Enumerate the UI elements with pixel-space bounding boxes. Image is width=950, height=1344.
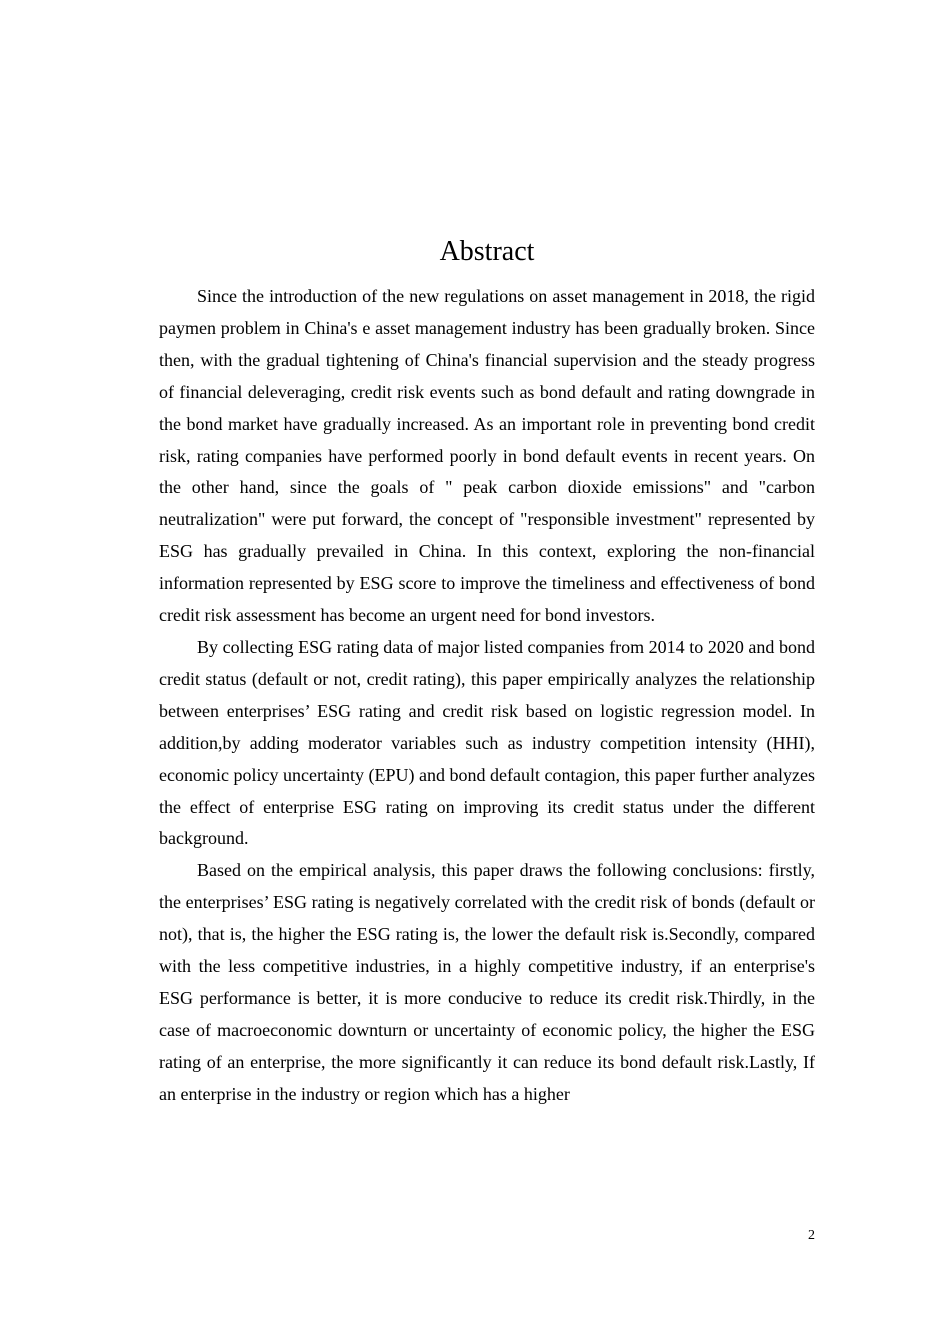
abstract-paragraph-3: Based on the empirical analysis, this paper draws the following conclusions: firstly, the enterprises’ ESG rating is negatively correlated with the credit risk of bonds (default or not), that is, the higher the ESG rating is, the lower the default risk is.Secondly, compared with the less competitive industries, in a highly competitive industry, if an enterprise's ESG performance is better, it is more conducive to reduce its credit risk.Thirdly, in the case of macroeconomic downturn or uncertainty of economic policy, the higher the ESG rating of an enterprise, the more significantly it can reduce its bond default risk.Lastly, If an enterprise in the industry or region which has a higher	[159, 860, 815, 1104]
page-number: 2	[808, 1228, 815, 1243]
abstract-paragraph-2: By collecting ESG rating data of major listed companies from 2014 to 2020 and bond credit status (default or not, credit rating), this paper empirically analyzes the relationship between enterprises’ ESG rating and credit risk based on logistic regression model. In addition,by adding moderator variables such as industry competition intensity (HHI), economic policy uncertainty (EPU) and bond default contagion, this paper further analyzes the effect of enterprise ESG rating on improving its credit status under the different background.	[159, 636, 815, 849]
abstract-body	[159, 281, 815, 1111]
abstract-title: Abstract	[439, 236, 535, 267]
abstract-paragraph-1: Since the introduction of the new regulations on asset management in 2018, the rigid paymen problem in China's e asset management industry has been gradually broken. Since then, with the gradual tightening of China's financial supervision and the steady progress of financial deleveraging, credit risk events such as bond default and rating downgrade in the bond market have gradually increased. As an important role in preventing bond credit risk, rating companies have performed poorly in bond default events in recent years. On the other hand, since the goals of " peak carbon dioxide emissions" and "carbon neutralization" were put forward, the concept of "responsible investment" represented by ESG has gradually prevailed in China. In this context, exploring the non-financial information represented by ESG score to improve the timeliness and effectiveness of bond credit risk assessment has become an urgent need for bond investors.	[159, 286, 815, 626]
